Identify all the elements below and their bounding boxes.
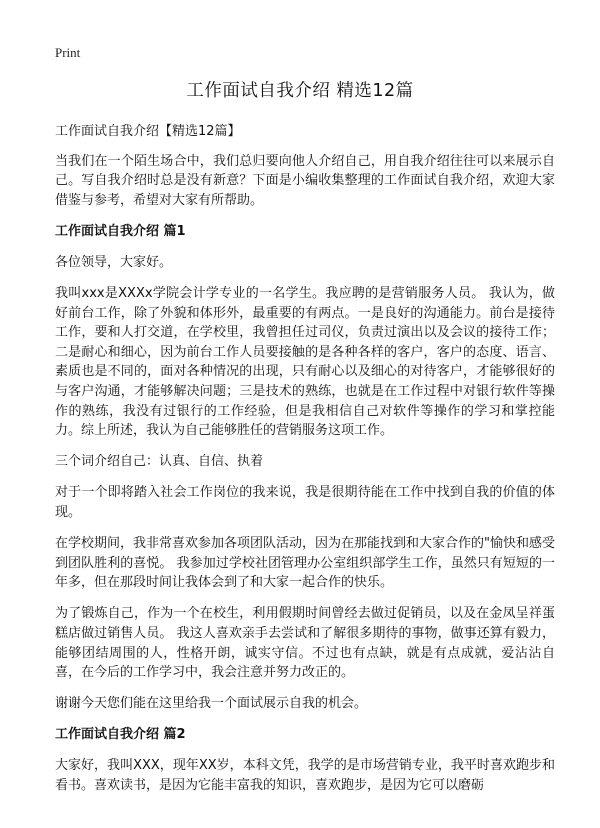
article-body xyxy=(55,122,555,807)
paragraph: 大家好，我叫XXX，现年XX岁，本科文凭，我学的是市场营销专业，我平时喜欢跑步和看书。喜欢读书，是因为它能丰富我的知识，喜欢跑步，是因为它可以磨砺 xyxy=(55,758,555,794)
paragraph: 为了锻炼自己，作为一个在校生，利用假期时间曾经去做过促销员，以及在金凤呈祥蛋糕店做过销售人员。 我这人喜欢亲手去尝试和了解很多期待的事物，做事还算有毅力，能够团结周围的人，性格开朗，诚实守信。不过也有点缺，就是有点成就，爱沾沾自喜，在今后的工作学习中，我会注意并努力改正的。 xyxy=(55,606,555,681)
page-title: 工作面试自我介绍 精选12篇 xyxy=(186,81,414,101)
paragraph: 在学校期间，我非常喜欢参加各项团队活动，因为在那能找到和大家合作的"愉快和感受到团队胜利的喜悦。 我参加过学校社团管理办公室组织部学生工作，虽然只有短短的一年多，但在那段时间让我体会到了和大家一起合作的快乐。 xyxy=(55,536,555,591)
section-heading: 工作面试自我介绍 篇2 xyxy=(55,727,186,743)
paragraph: 三个词介绍自己：认真、自信、执着 xyxy=(55,454,264,470)
intro-paragraph: 当我们在一个陌生场合中，我们总归要向他人介绍自己，用自我介绍往往可以来展示自己。写自我介绍时总是没有新意？下面是小编收集整理的工作面试自我介绍，欢迎大家借鉴与参考，希望对大家有所帮助。 xyxy=(55,153,555,208)
article-subtitle: 工作面试自我介绍【精选12篇】 xyxy=(55,124,241,139)
paragraph: 谢谢今天您们能在这里给我一个面试展示自我的机会。 xyxy=(55,696,368,712)
paragraph: 对于一个即将踏入社会工作岗位的我来说，我是很期待能在工作中找到自我的价值的体现。 xyxy=(55,485,555,520)
print-link[interactable]: Print xyxy=(55,45,81,60)
section-heading: 工作面试自我介绍 篇1 xyxy=(55,223,186,239)
paragraph: 各位领导，大家好。 xyxy=(55,254,173,270)
paragraph: 我叫xxx是XXXx学院会计学专业的一名学生。我应聘的是营销服务人员。 我认为，做好前台工作，除了外貌和体形外，最重要的有两点。一是良好的沟通能力。前台是接待工作，要和人打交道，在学校里，我曾担任过司仪，负责过演出以及会议的接待工作；二是耐心和细心，因为前台工作人员要接触的是各种各样的客户，客户的态度、语言、素质也是不同的，面对各种情况的出现，只有耐心以及细心的对待客户，才能够很好的与客户沟通，才能够解决问题；三是技术的熟练，也就是在工作过程中对银行软件等操作的熟练，我没有过银行的工作经验，但是我相信自己对软件等操作的学习和掌控能力。综上所述，我认为自己能够胜任的营销服务这项工作。 xyxy=(55,286,555,439)
